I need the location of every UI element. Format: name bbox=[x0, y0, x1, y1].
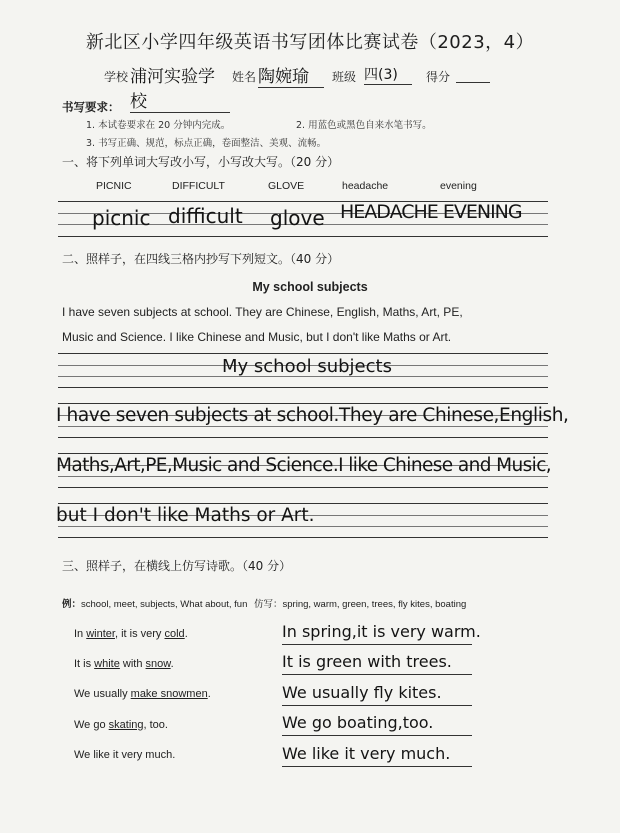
example-label: 例： bbox=[62, 599, 82, 610]
poem-answer-1: In spring,it is very warm. bbox=[282, 622, 472, 645]
example-row bbox=[62, 596, 466, 610]
hand-line-1: I have seven subjects at school.They are Chinese,English, bbox=[56, 405, 569, 426]
hand-line-3: but I don't like Maths or Art. bbox=[56, 505, 315, 526]
poem-answer-3: We usually fly kites. bbox=[282, 683, 472, 706]
word-1: PICNIC bbox=[96, 180, 132, 192]
word-5: evening bbox=[440, 180, 477, 192]
class-label: 班级 bbox=[332, 70, 357, 84]
requirement-1: 1. 本试卷要求在 20 分钟内完成。 bbox=[86, 120, 231, 131]
answer-word-4: HEADACHE EVENING bbox=[340, 201, 522, 223]
hand-title: My school subjects bbox=[222, 356, 392, 377]
name-label: 姓名 bbox=[232, 70, 257, 84]
answer-word-3: glove bbox=[270, 206, 325, 230]
word-3: GLOVE bbox=[268, 180, 305, 192]
requirement-3: 3. 书写正确、规范，标点正确，卷面整洁、美观、流畅。 bbox=[86, 138, 327, 149]
requirements-heading: 书写要求： bbox=[62, 100, 120, 114]
imitate-label: 仿写： bbox=[254, 599, 283, 610]
poem-line-3: We usually make snowmen. bbox=[74, 688, 211, 700]
passage-line-2: Music and Science. I like Chinese and Music, but I don't like Maths or Art. bbox=[62, 330, 452, 344]
word-2: DIFFICULT bbox=[172, 180, 225, 192]
school-label: 学校 bbox=[104, 70, 129, 84]
section-1-heading: 一、将下列单词大写改小写，小写改大写。（20 分） bbox=[62, 155, 340, 169]
section-3-heading: 三、照样子，在横线上仿写诗歌。（40 分） bbox=[62, 559, 292, 573]
poem-line-1: In winter, it is very cold. bbox=[74, 628, 188, 640]
score-field bbox=[456, 68, 490, 83]
poem-line-4: We go skating, too. bbox=[74, 719, 168, 731]
imitate-words: spring, warm, green, trees, fly kites, boating bbox=[282, 599, 467, 610]
page-title: 新北区小学四年级英语书写团体比赛试卷（2023，4） bbox=[85, 32, 535, 53]
section-2-heading: 二、照样子，在四线三格内抄写下列短文。（40 分） bbox=[62, 252, 340, 266]
answer-word-1: picnic bbox=[92, 206, 151, 230]
requirement-2: 2. 用蓝色或黑色自来水笔书写。 bbox=[296, 120, 432, 131]
poem-answer-2: It is green with trees. bbox=[282, 652, 472, 675]
passage-line-1: I have seven subjects at school. They are Chinese, English, Maths, Art, PE, bbox=[62, 305, 463, 319]
hand-line-2: Maths,Art,PE,Music and Science.I like Chinese and Music, bbox=[56, 455, 552, 476]
school-value: 浦河实验学校 bbox=[130, 62, 230, 113]
poem-line-5: We like it very much. bbox=[74, 749, 176, 761]
poem-line-2: It is white with snow. bbox=[74, 658, 174, 670]
example-words: school, meet, subjects, What about, fun bbox=[81, 599, 248, 610]
poem-answer-5: We like it very much. bbox=[282, 744, 472, 767]
word-4: headache bbox=[342, 180, 389, 192]
score-label: 得分 bbox=[426, 70, 451, 84]
passage-title: My school subjects bbox=[252, 280, 368, 294]
poem-answer-4: We go boating,too. bbox=[282, 713, 472, 736]
answer-word-2: difficult bbox=[168, 204, 243, 228]
class-value: 四(3) bbox=[364, 64, 412, 85]
name-value: 陶婉瑜 bbox=[258, 62, 324, 88]
